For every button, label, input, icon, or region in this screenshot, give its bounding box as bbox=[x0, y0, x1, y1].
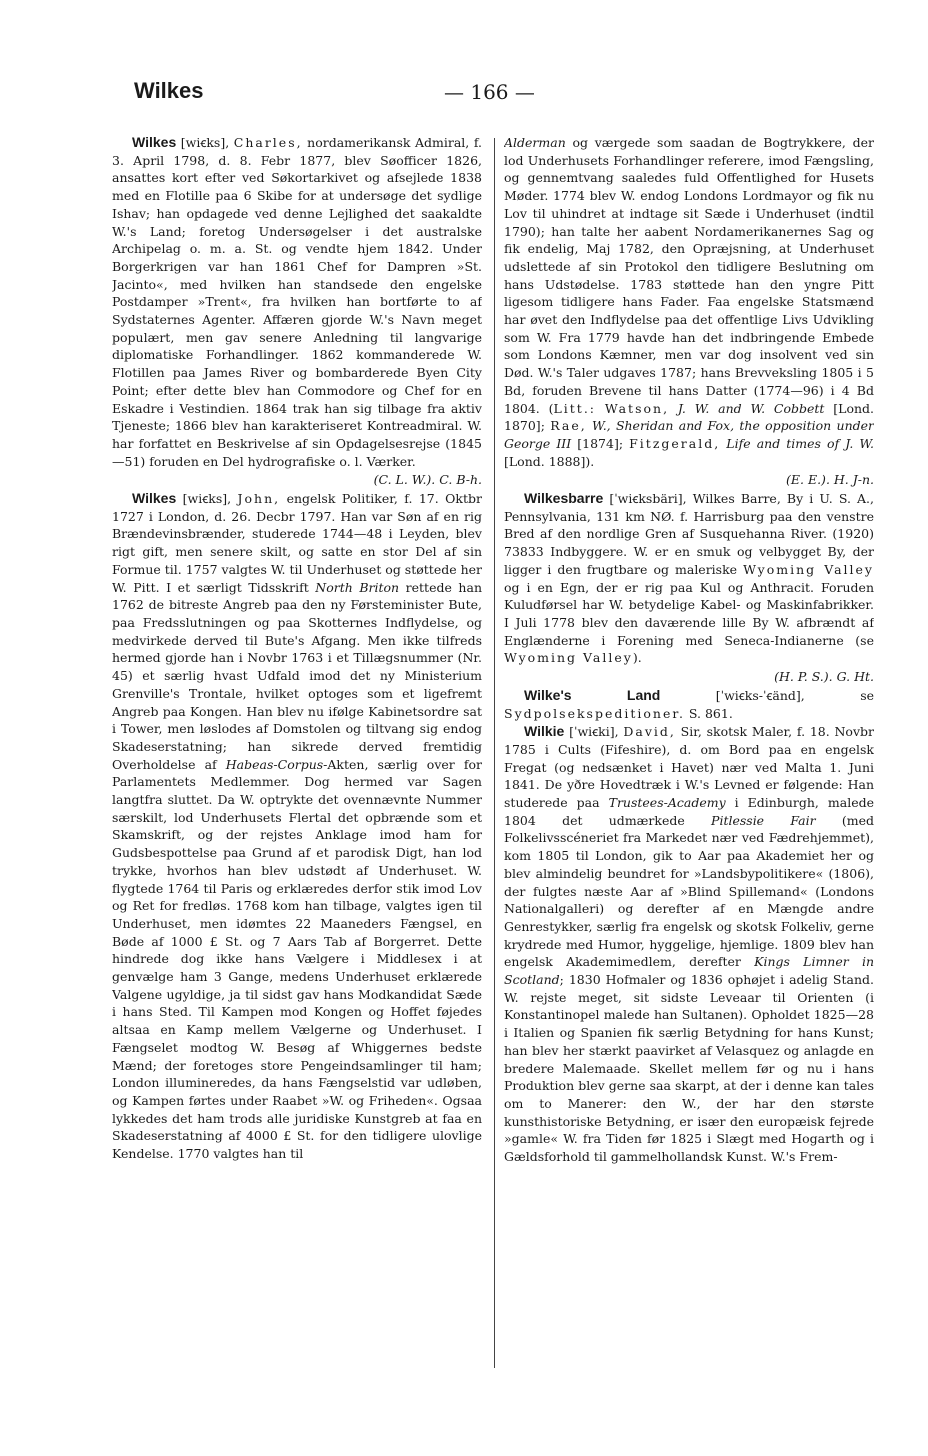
italic-term: Alderman bbox=[504, 135, 566, 150]
cross-reference: Sydpolsekspeditioner. bbox=[504, 705, 685, 721]
cross-reference: Wyoming Valley bbox=[743, 561, 874, 577]
entry-signature-line bbox=[504, 471, 874, 489]
page-number: — 166 — bbox=[444, 80, 535, 104]
entry-text: S. 861. bbox=[684, 705, 733, 721]
italic-title: W., Sheridan and Fox, the opposition under George III bbox=[504, 418, 874, 451]
entry-text: -Akten, særlig over for Parlamentets Medlemmer. Dog hermed var Sagen langtfra sluttet. Da W. optrykte det ovennævnte Nummer særskilt, lod Underhusets Flertal det opbrænde som et Skamskrift, og der rejstes Anklage imod ham for Gudsbespottelse paa Grund af et parodisk Digt, han lod trykke, hvorhos han blev udstødt af Underhuset. W. flygtede 1764 til Paris og erklæredes derfor stik imod Lov og Ret for fredløs. 1768 kom han tilbage, valgtes igen til Underhuset, men idømtes 22 Maaneders Fængsel, en Bøde af 1000 £ St. og 7 Aars Tab af Borgerret. Dette hindrede dog ikke hans Vælgere i Middlesex i at genvælge ham 3 Gange, medens Underhuset erklærede Valgene ugyldige, ja til sidst gav hans Modkandidat Sæde i hans Sted. Til Kampen mod Kongen og Hoffet føjedes altsaa en Kamp mellem Vælgerne og Underhuset. I Fængselet modtog W. Besøg af Whiggernes bedste Mænd; der foretoges store Pengeindsamlinger til ham; London illumineredes, da hans Fængselstid var udløben, og Kampen førtes under Raabet »W. og Friheden«. Ogsaa lykkedes det ham trods alle juridiske Kunstgreb at faa en Skadeserstatning af 4000 £ St. for den tidligere ulovlige Kendelse. 1770 valgtes han til bbox=[112, 756, 482, 1162]
entry-wilkes-john-continued bbox=[504, 134, 874, 470]
author-signature: (E. E.). H. J-n. bbox=[786, 472, 874, 488]
entry-text: [1874]; bbox=[571, 435, 630, 451]
entry-text: ). bbox=[632, 650, 642, 666]
entry-signature-line bbox=[504, 668, 874, 686]
italic-title: J. W. and W. Cobbett bbox=[669, 400, 825, 416]
headword: Wilkes bbox=[132, 134, 177, 150]
entry-wilkesbarre bbox=[504, 490, 874, 667]
italic-title: Kings Limner in Scotland bbox=[504, 954, 874, 988]
entry-text: i Edinburgh, malede 1804 det udmærkede bbox=[504, 795, 874, 828]
entry-text: (med Folkelivsscéneriet fra Markedet nær ved Fædrehjemmet), kom 1805 til London, gik to Aar paa Akademiet her og blev almindelig beundret for »Landsbypolitikere« (1806), der fulgtes næste Aar af »Blind Spillemand« (Londons Nationalgalleri) og derefter af en Mængde andre Genrestykker, særlig fra engelsk og skotsk Folkeliv, gerne krydrede med Humor, hyggelige, hjemlige. 1809 blev han engelsk Akademimedlem, derefter bbox=[504, 812, 874, 970]
entry-text: nordamerikansk Admiral, f. 3. April 1798, d. 8. Febr 1877, blev Søofficer 1826, ansattes kort efter ved Søkortarkivet og afsejlede 1838 med en Flotille paa 6 Skibe for at undersøge det sydlige Ishav; han opdagede ved denne Lejlighed det saakaldte W.'s Land; foretog Undersøgelser i det australske Archipelag o. m. a. St. og vendte hjem 1842. Under Borgerkrigen var han 1861 Chef for Dampren »St. Jacinto«, med hvilken han standsede den engelske Postdamper »Trent«, fra hvilken han bortførte to af Sydstaternes Agenter. Affæren gjorde W.'s Navn meget populært, men gav senere Anledning til langvarige diplomatiske Forhandlinger. 1862 kommanderede W. Flotillen paa James River og bombarderede Byen City Point; efter dette blev han Commodore og Chef for en Eskadre i Vestindien. 1864 trak han sig tilbage fra aktiv Tjeneste; 1866 blev han karakteriseret Kontreadmiral. W. har forfattet en Beskrivelse af sin Opdagelsesrejse (1845—51) foruden en Del hydrografiske o. l. Værker. bbox=[112, 135, 482, 469]
right-column bbox=[504, 134, 874, 1374]
entry-text: og værgede som saadan de Bogtrykkere, der lod Underhusets Forhandlinger referere, imod Fængsling, og gennemtvang saaledes fuld Offentlighed for Husets Møder. 1774 blev W. endog Londons Lordmayor og fik nu Lov til uhindret at indtage sit Sæde i Underhuset (indtil 1790); han talte her aabent Nordamerikanernes Sag og fik endelig, Maj 1782, den Opræjsning, at Underhuset udslettede af sin Protokol den tidligere Beslutning om hans Udstødelse. 1783 støttede han den yngre Pitt ligesom tidligere hans Fader. Faa engelske Statsmænd har øvet den Indflydelse paa det offentlige Livs Udvikling som W. Fra 1779 havde han det indbringende Embede som Londons Kæmner, men var dog insolvent ved sin Død. W.'s Taler udgaves 1787; hans Brevveksling 1805 i 5 Bd, foruden Brevene til hans Datter (1774—96) i 4 Bd 1804. ( bbox=[504, 135, 874, 416]
entry-wilkes-john bbox=[112, 490, 482, 1163]
pronunciation: [ˈwiꞓki], bbox=[564, 724, 624, 740]
pronunciation: [ˈwiꞓksbäri], bbox=[603, 491, 693, 507]
entry-signature-line bbox=[112, 471, 482, 489]
author-name: Watson, bbox=[604, 400, 670, 416]
entry-wilkie bbox=[504, 723, 874, 1166]
pronunciation: [wiꞓks], bbox=[176, 135, 234, 150]
entry-text: [Lond. 1888]). bbox=[504, 453, 595, 469]
text-columns bbox=[112, 134, 874, 1384]
entry-text: Wilkes Barre, By i U. S. A., Pennsylvania, 131 km NØ. f. Harrisburg paa den venstre Bred af den nordlige Gren af Susquehanna River. (1920) 73833 Indbyggere. W. er en smuk og velbygget By, der ligger i den frugtbare og maleriske bbox=[504, 491, 874, 577]
author-name: Fitzgerald, bbox=[629, 435, 721, 451]
person-name: Charles, bbox=[233, 135, 303, 150]
entry-text: og i en Egn, der er rig paa Kul og Anthracit. Foruden Kuludførsel har W. betydelige Kabel- og Maskinfabrikker. I Juli 1778 blev den daværende lille By W. afbrændt af Englænderne i Forening med Seneca-Indianerne (se bbox=[504, 579, 874, 648]
headword: Wilkesbarre bbox=[524, 490, 604, 507]
entry-text: Sir, skotsk Maler, f. 18. Novbr 1785 i Cults (Fifeshire), d. om Bord paa en engelsk Fregat (og nedsænket i Havet) nær ved Malta 1. Juni 1841. De yðre Hovedtræk i W.'s Levned er følgende: Han studerede paa bbox=[504, 724, 874, 811]
author-signature: (H. P. S.). G. Ht. bbox=[774, 669, 874, 685]
entry-wilkes-land bbox=[504, 687, 874, 722]
entry-text: rettede han 1762 de bitreste Angreb paa den ny Førsteminister Bute, paa Fredsslutningen og paa Skotternes Indflydelse, og medvirkede derved til Bute's Afgang. Men ikke tilfreds hermed gjorde han i Novbr 1763 i et Tillægsnummer (Nr. 45) et særlig hvast Udfald imod det ny Ministerium Grenville's Trontale, hvilket optoges som et ligefremt Angreb paa Kongen. Han blev nu ifølge Kabinetsordre sat i Tower, men løslodes af Domstolen og tiltvang sig endog Skadeserstatning; han sikrede derved fremtidig Overholdelse af bbox=[112, 579, 482, 772]
italic-title: Pitlessie Fair bbox=[711, 812, 816, 828]
pronunciation: [wiꞓks], bbox=[176, 491, 238, 507]
headword: Wilkes bbox=[132, 490, 177, 507]
headword: Wilkie bbox=[524, 723, 565, 740]
cross-reference: Wyoming Valley bbox=[504, 650, 633, 666]
entry-text: engelsk Politiker, f. 17. Oktbr 1727 i London, d. 26. Decbr 1797. Han var Søn af en rig Brændevinsbrænder, studerede 1744—48 i Leyden, blev rigt gift, men senere skilt, og satte en stor Del af sin Formue til. 1757 valgtes W. til Underhuset og støttede her W. Pitt. I et særligt Tidsskrift bbox=[112, 491, 482, 595]
entry-wilkes-charles bbox=[112, 134, 482, 470]
running-head: Wilkes bbox=[134, 78, 204, 103]
left-column bbox=[112, 134, 482, 1374]
author-name: Rae, bbox=[550, 418, 587, 434]
entry-text bbox=[596, 401, 605, 416]
person-name: David, bbox=[623, 724, 676, 740]
person-name: John, bbox=[237, 491, 281, 507]
column-divider bbox=[494, 138, 495, 1368]
literature-label: Litt.: bbox=[553, 400, 597, 416]
entry-text: [Lond. 1870]; bbox=[504, 400, 874, 434]
pronunciation: [ˈwiꞓks-ˈꞓänd], se bbox=[660, 687, 874, 703]
page-header bbox=[134, 78, 874, 112]
italic-title: North Briton bbox=[315, 579, 400, 595]
italic-term: Habeas-Corpus bbox=[225, 756, 324, 772]
entry-text: ; 1830 Hofmaler og 1836 ophøjet i adelig Stand. W. rejste meget, sit sidste Leveaar til Orienten (i Konstantinopel malede han Sultanen). Opholdet 1825—28 i Italien og Spanien fik særlig Betydning for hans Kunst; han blev her stærkt paavirket af Velasquez og anlagde en bredere Malemaade. Skellet mellem før og nu i hans Produktion blev gerne saa skarpt, at der i denne kan tales om to Manerer: den W., der har den største kunsthistoriske Betydning, er især den europæisk fejrede »gamle« W. fra Tiden før 1825 i Slægt med Hogarth og i Gældsforhold til gammelhollandsk Kunst. W.'s Frem- bbox=[504, 972, 874, 1165]
headword: Wilke's Land bbox=[524, 686, 661, 703]
italic-title: Life and times of J. W. bbox=[720, 435, 874, 451]
italic-term: Trustees-Academy bbox=[608, 795, 726, 811]
author-signature: (C. L. W.). C. B-h. bbox=[373, 472, 482, 488]
